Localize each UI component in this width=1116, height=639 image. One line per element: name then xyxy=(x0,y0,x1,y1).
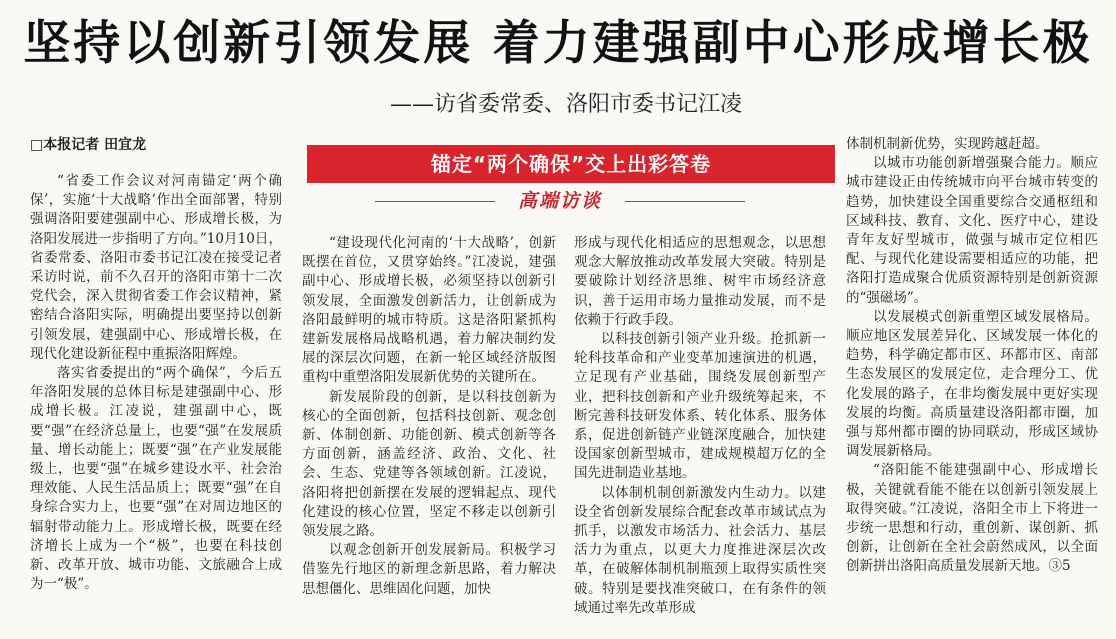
paragraph: 新发展阶段的创新，是以科技创新为核心的全面创新，包括科技创新、观念创新、体制创新、功能创新、模式创新等各方面创新，涵盖经济、政治、文化、社会、生态、党建等各领域创新。江凌说，洛阳将把创新摆在发展的逻辑起点、现代化建设的核心位置，坚定不移走以创新引领发展之路。 xyxy=(302,388,556,540)
article-column-3 xyxy=(574,234,826,634)
paragraph: “建设现代化河南的‘十大战略’，创新既摆在首位，又贯穿始终。”江凌说，建强副中心、形成增长极，必须坚持以创新引领发展，全面激发创新活力，让创新成为洛阳最鲜明的城市特质。这是洛阳紧抓构建新发展格局战略机遇，着力解决制约发展的深层次问题，在新一轮区域经济版图重构中重塑洛阳发展新优势的关键所在。 xyxy=(302,235,556,386)
paragraph: 以科技创新引领产业升级。抢抓新一轮科技革命和产业变革加速演进的机遇，立足现有产业基础，围绕发展创新型产业，把科技创新和产业升级统筹起来，不断完善科技研发体系、转化体系、服务体系，促进创新链产业链深度融合，加快建设国家创新型城市，建成规模超万亿的全国先进制造业基地。 xyxy=(574,331,826,482)
paragraph: 体制机制新优势，实现跨越赶超。 xyxy=(846,136,1049,152)
paragraph: 以体制机制创新激发内生动力。以建设全省创新发展综合配套改革市域试点为抓手，以激发市场活力、社会活力、基层活力为重点，以更大力度推进深层次改革，在破解体制机制瓶颈上取得实质性突破。特别是要找准突破口，在有条件的领域通过率先改革形成 xyxy=(574,484,826,616)
paragraph: 落实省委提出的“两个确保”，今后五年洛阳发展的总体目标是建强副中心、形成增长极。江凌说，建强副中心，既要“强”在经济总量上，也要“强”在发展质量、增长动能上；既要“强”在产业发展能级上，也要“强”在城乡建设水平、社会治理效能、人民生活品质上；既要“强”在自身综合实力上，也要“强”在对周边地区的辐射带动能力上。形成增长极，既要在经济增长上成为一个“极”，也要在科技创新、改革开放、城市功能、文旅融合上成为一“极”。 xyxy=(30,365,282,593)
paragraph: 以观念创新开创发展新局。积极学习借鉴先行地区的新理念新思路，着力解决思想僵化、思维固化问题，加快 xyxy=(302,542,556,597)
paragraph: 以发展模式创新重塑区域发展格局。顺应地区发展差异化、区域发展一体化的趋势，科学确定都市区、环都市区、南部生态发展区的发展定位，走合理分工、优化发展的路子，在非均衡发展中更好实现发展的均衡。高质量建设洛阳都市圈，加强与郑州都市圈的协同联动，形成区域协调发展新格局。 xyxy=(846,308,1098,460)
byline: □本报记者 田宜龙 xyxy=(30,137,147,153)
article-column-4 xyxy=(846,135,1098,631)
section-badge: 高端访谈 xyxy=(497,187,623,215)
paragraph: 形成与现代化相适应的思想观念，以思想观念大解放推动改革发展大突破。特别是要破除计划经济思维、树牢市场经济意识，善于运用市场力量推动发展，而不是依赖于行政手段。 xyxy=(574,235,826,328)
article-subhead: ——访省委常委、洛阳市委书记江凌 xyxy=(390,92,743,117)
paragraph: “洛阳能不能建强副中心、形成增长极，关键就看能不能在以创新引领发展上取得突破。”江凌说，洛阳全市上下将进一步统一思想和行动，重创新、谋创新、抓创新，让创新在全社会蔚然成风，以全面创新拼出洛阳高质量发展新天地。③5 xyxy=(846,462,1098,575)
article-column-2 xyxy=(302,234,556,634)
column-banner: 锚定“两个确保”交上出彩答卷 xyxy=(307,145,835,183)
paragraph: “省委工作会议对河南锚定‘两个确保’，实施‘十大战略’作出全面部署，特别强调洛阳要建强副中心、形成增长极，为洛阳发展进一步指明了方向。”10月10日，省委常委、洛阳市委书记江凌在接受记者采访时说，前不久召开的洛阳市第十二次党代会，深入贯彻省委工作会议精神，紧密结合洛阳实际，明确提出要坚持以创新引领发展，建强副中心、形成增长极，在现代化建设新征程中重振洛阳辉煌。 xyxy=(30,173,282,362)
article-headline: 坚持以创新引领发展 着力建强副中心形成增长极 xyxy=(23,16,1093,71)
paragraph: 以城市功能创新增强聚合能力。顺应城市建设正由传统城市向平台城市转变的趋势，加快建设全国重要综合交通枢纽和区域科技、教育、文化、医疗中心，建设青年友好型城市，做强与城市定位相匹配、与现代化建设需要相适应的功能，把洛阳打造成聚合优质资源特别是创新资源的“强磁场”。 xyxy=(846,155,1098,306)
article-column-1 xyxy=(30,172,282,632)
